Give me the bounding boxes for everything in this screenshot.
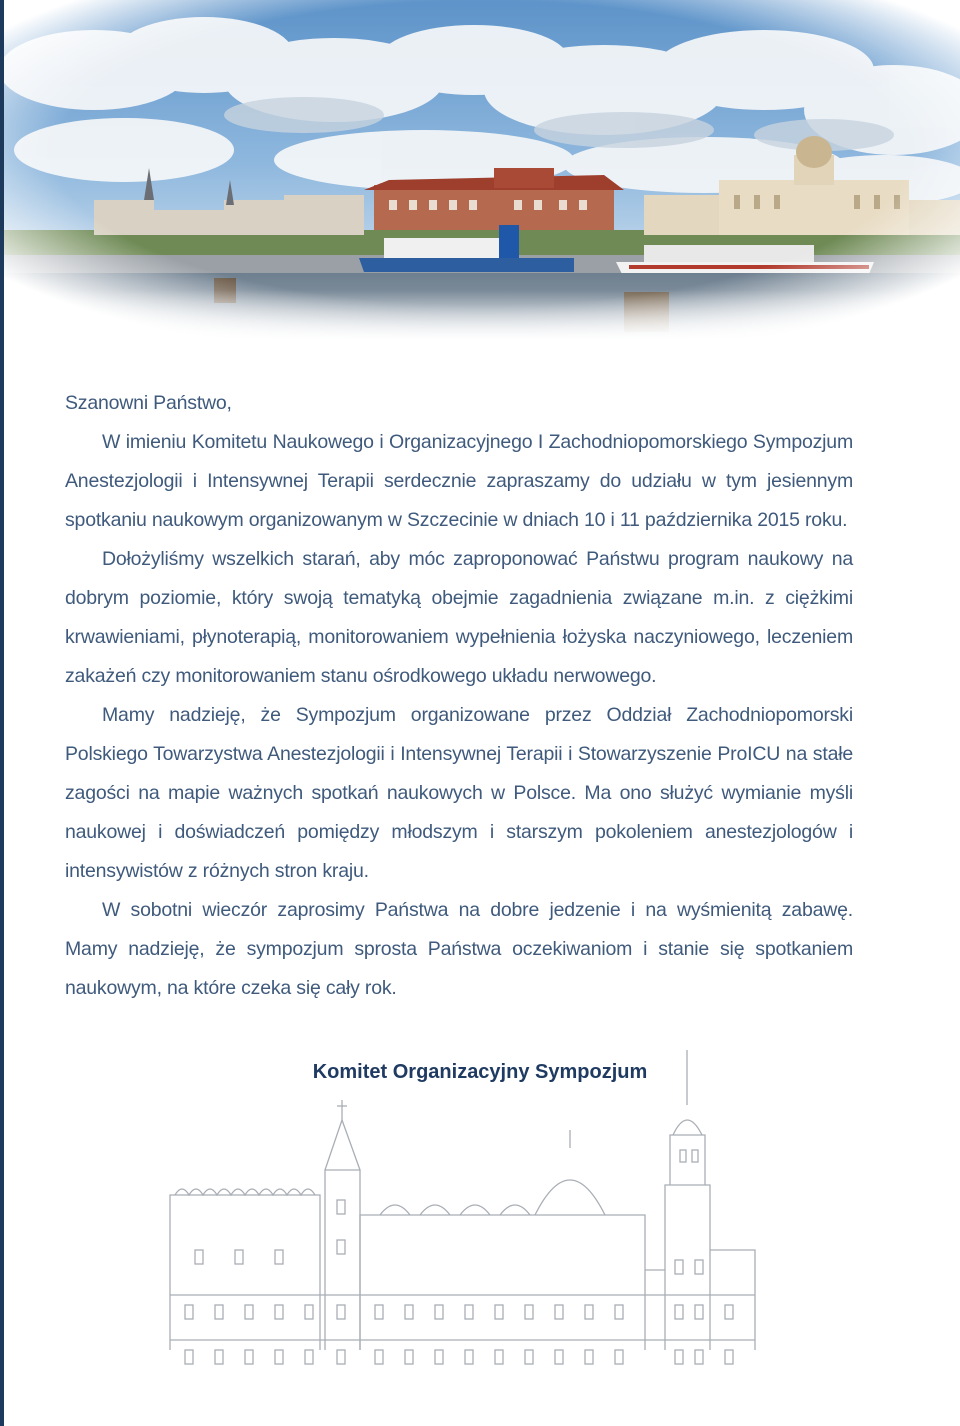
- letter-paragraph: W sobotni wieczór zaprosimy Państwa na dobre jedzenie i na wyśmienitą zabawę. Mamy nadzieję, że sympozjum sprosta Państwa oczekiwaniom i stanie się spotkaniem naukowym, na które czeka się cały rok.: [65, 899, 853, 999]
- szczecin-waterfront-photo: [4, 0, 960, 340]
- letter-paragraph: Dołożyliśmy wszelkich starań, aby móc zaproponować Państwu program naukowy na dobrym poziomie, który swoją tematyką obejmie zagadnienia związane m.in. z ciężkimi krwawieniami, płynoterapią, monitorowaniem wypełnienia łożyska naczyniowego, leczeniem zakażeń czy monitorowaniem stanu ośrodkowego układu nerwowego.: [65, 548, 853, 687]
- letter-greeting: Szanowni Państwo,: [65, 392, 232, 414]
- castle-sketch-illustration: [165, 1050, 760, 1390]
- letter-signature: Komitet Organizacyjny Sympozjum: [312, 1061, 648, 1083]
- letter-paragraph: Mamy nadzieję, że Sympozjum organizowane przez Oddział Zachodniopomorski Polskiego Towarzystwa Anestezjologii i Intensywnej Terapii i Stowarzyszenie ProICU na stałe zagości na mapie ważnych spotkań naukowych w Polsce. Ma ono służyć wymianie myśli naukowej i doświadczeń pomiędzy młodszym i starszym pokoleniem anestezjologów i intensywistów z różnych stron kraju.: [65, 704, 853, 882]
- letter-paragraph: W imieniu Komitetu Naukowego i Organizacyjnego I Zachodniopomorskiego Sympozjum Anestezjologii i Intensywnej Terapii serdecznie zapraszamy do udziału w tym jesiennym spotkaniu naukowym organizowanym w Szczecinie w dniach 10 i 11 października 2015 roku.: [65, 431, 853, 531]
- invitation-letter: [65, 384, 853, 1008]
